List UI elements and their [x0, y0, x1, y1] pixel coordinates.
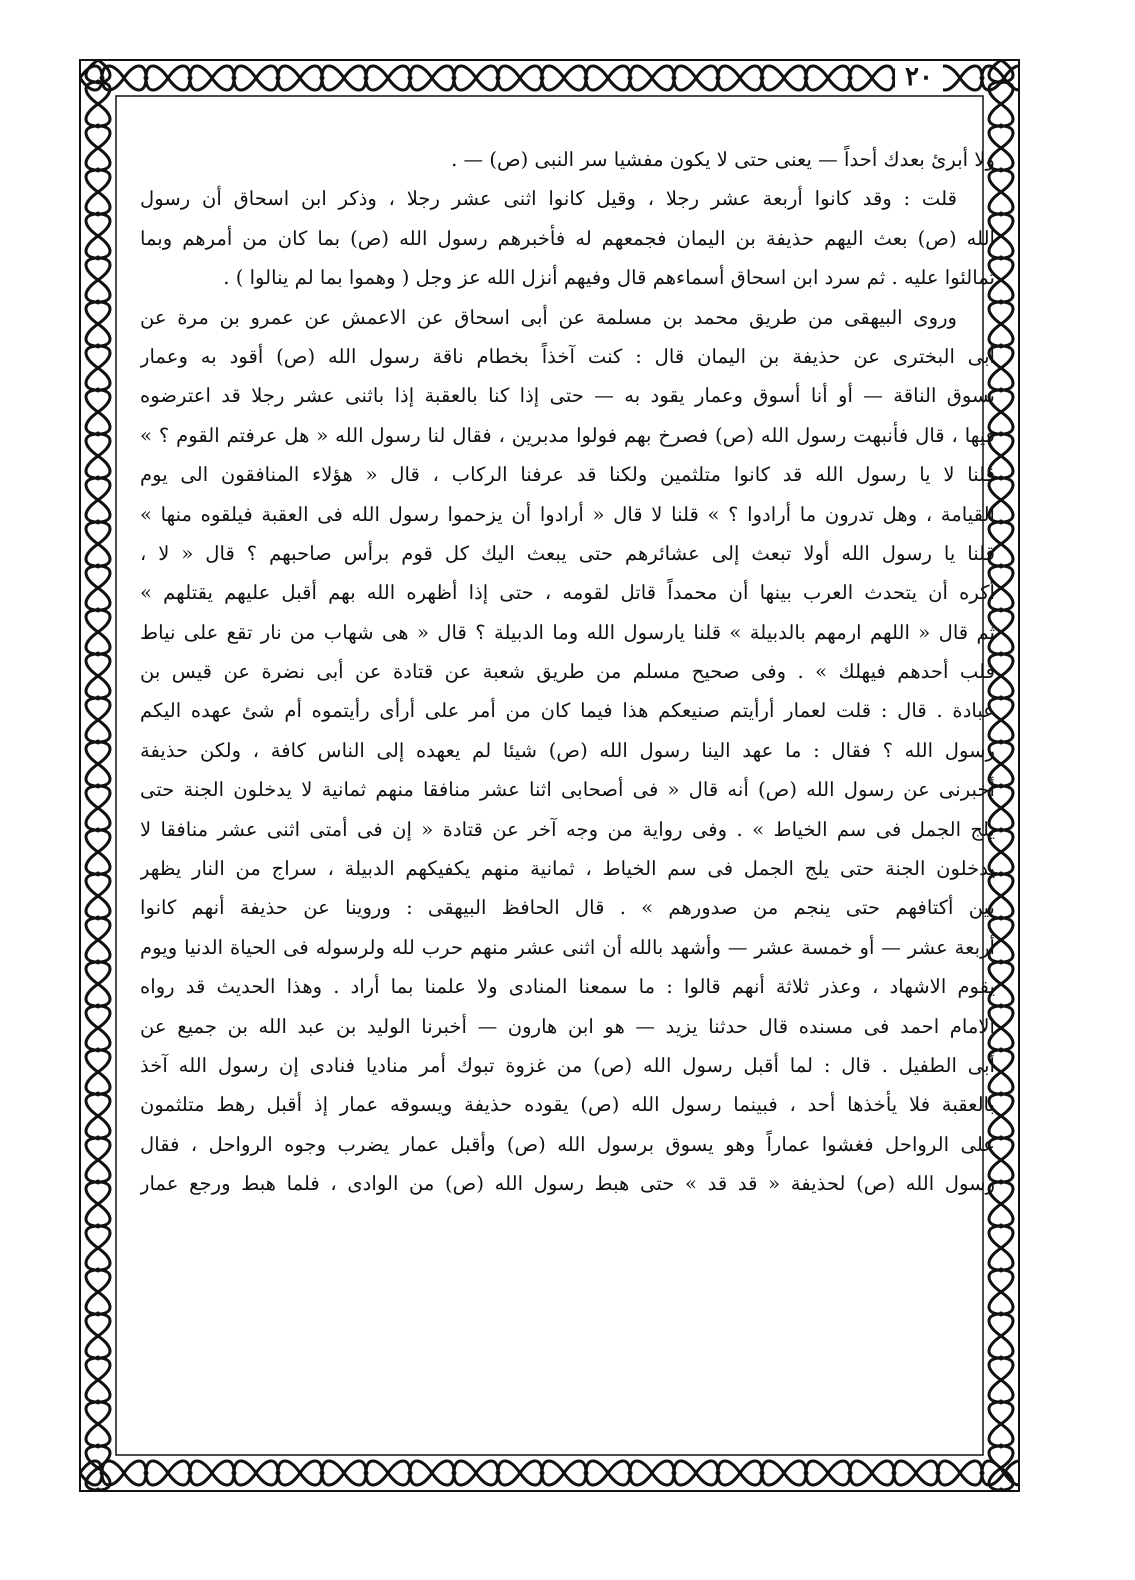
text-line: ولا أبرئ بعدك أحداً — يعنى حتى لا يكون مفشيا سر النبى (ص) — .: [451, 148, 995, 171]
text-line: تمالئوا عليه . ثم سرد ابن اسحاق أسماءهم قال وفيهم أنزل الله عز وجل ( وهموا بما لم ينالوا ) .: [223, 266, 995, 290]
text-line: قلنا يا رسول الله أولا تبعث إلى عشائرهم حتى يبعث اليك كل قوم برأس صاحبهم ؟ قال « لا ،: [140, 541, 995, 565]
text-line: رسول الله (ص) لحذيفة « قد قد » حتى هبط رسول الله (ص) من الوادى ، فلما هبط ورجع عمار: [140, 1172, 995, 1196]
text-line: قلنا لا يا رسول الله قد كانوا متلثمين ولكنا قد عرفنا الركاب ، قال « هؤلاء المنافقون الى يوم: [140, 463, 995, 487]
text-line: يدخلون الجنة حتى يلج الجمل فى سم الخياط ، ثمانية منهم يكفيكهم الدبيلة ، سراج من النار يظهر: [140, 857, 995, 881]
text-line: قلت : وقد كانوا أربعة عشر رجلا ، وقيل كانوا اثنى عشر رجلا ، وذكر ابن اسحاق أن رسول: [140, 187, 957, 211]
text-line: بين أكتافهم حتى ينجم من صدورهم » . قال الحافظ البيهقى : وروينا عن حذيفة أنهم كانوا: [140, 896, 995, 920]
text-line: بالعقبة فلا يأخذها أحد ، فبينما رسول الله (ص) يقوده حذيفة ويسوقه عمار إذ أقبل رهط متلثمون: [140, 1093, 995, 1117]
text-line: رسول الله ؟ فقال : ما عهد الينا رسول الله (ص) شيئا لم يعهده إلى الناس كافة ، ولكن حذيفة: [140, 738, 995, 762]
text-line: فيها ، قال فأنبهت رسول الله (ص) فصرخ بهم فولوا مدبرين ، فقال لنا رسول الله « هل عرفتم القوم ؟ »: [140, 423, 995, 447]
text-line: يسوق الناقة — أو أنا أسوق وعمار يقود به — حتى إذا كنا بالعقبة إذا باثنى عشر رجلا قد اعترضوه: [140, 384, 995, 408]
text-line: يلج الجمل فى سم الخياط » . وفى رواية من وجه آخر عن قتادة « إن فى أمتى اثنى عشر منافقا لا: [140, 817, 995, 841]
text-line: وروى البيهقى من طريق محمد بن مسلمة عن أبى اسحاق عن الاعمش عن عمرو بن مرة عن: [140, 305, 957, 329]
text-line: الله (ص) بعث اليهم حذيفة بن اليمان فجمعهم له فأخبرهم رسول الله (ص) بما كان من أمرهم وبما: [140, 226, 995, 250]
text-line: يقوم الاشهاد ، وعذر ثلاثة أنهم قالوا : ما سمعنا المنادى ولا علمنا بما أراد . وهذا الحديث قد رواه: [140, 975, 995, 999]
text-line: قلب أحدهم فيهلك » . وفى صحيح مسلم من طريق شعبة عن قتادة عن أبى نضرة عن قيس بن: [140, 660, 995, 684]
page-number: ٢٠: [895, 62, 943, 92]
text-line: عبادة . قال : قلت لعمار أرأيتم صنيعكم هذا فيما كان من أمر على أرأى رأيتموه أم شئ عهده اليكم: [140, 699, 995, 723]
text-line: الامام احمد فى مسنده قال حدثنا يزيد — هو ابن هارون — أخبرنا الوليد بن عبد الله بن جميع عن: [140, 1014, 995, 1038]
text-line: على الرواحل فغشوا عماراً وهو يسوق برسول الله (ص) وأقبل عمار يضرب وجوه الرواحل ، فقال: [140, 1132, 995, 1156]
text-line: أبى الطفيل . قال : لما أقبل رسول الله (ص) من غزوة تبوك أمر مناديا فنادى إن رسول الله آخذ: [140, 1053, 995, 1077]
text-line: أكره أن يتحدث العرب بينها أن محمداً قاتل لقومه ، حتى إذا أظهره الله بهم أقبل عليهم يقتلهم »: [140, 581, 995, 605]
text-line: أبى البخترى عن حذيفة بن اليمان قال : كنت آخذاً بخطام ناقة رسول الله (ص) أقود به وعمار: [140, 344, 995, 368]
text-line: القيامة ، وهل تدرون ما أرادوا ؟ » قلنا لا قال « أرادوا أن يزحموا رسول الله فى العقبة فيلقوه منها »: [140, 502, 995, 526]
arabic-text-body: [140, 140, 995, 1204]
text-line: أربعة عشر — أو خمسة عشر — وأشهد بالله أن اثنى عشر منهم حرب لله ولرسوله فى الحياة الدنيا ويوم: [140, 935, 995, 959]
text-line: ثم قال « اللهم ارمهم بالدبيلة » قلنا يارسول الله وما الدبيلة ؟ قال « هى شهاب من نار تقع على نياط: [140, 620, 995, 644]
text-line: أخبرنى عن رسول الله (ص) أنه قال « فى أصحابى اثنا عشر منافقا منهم ثمانية لا يدخلون الجنة حتى: [140, 778, 995, 802]
